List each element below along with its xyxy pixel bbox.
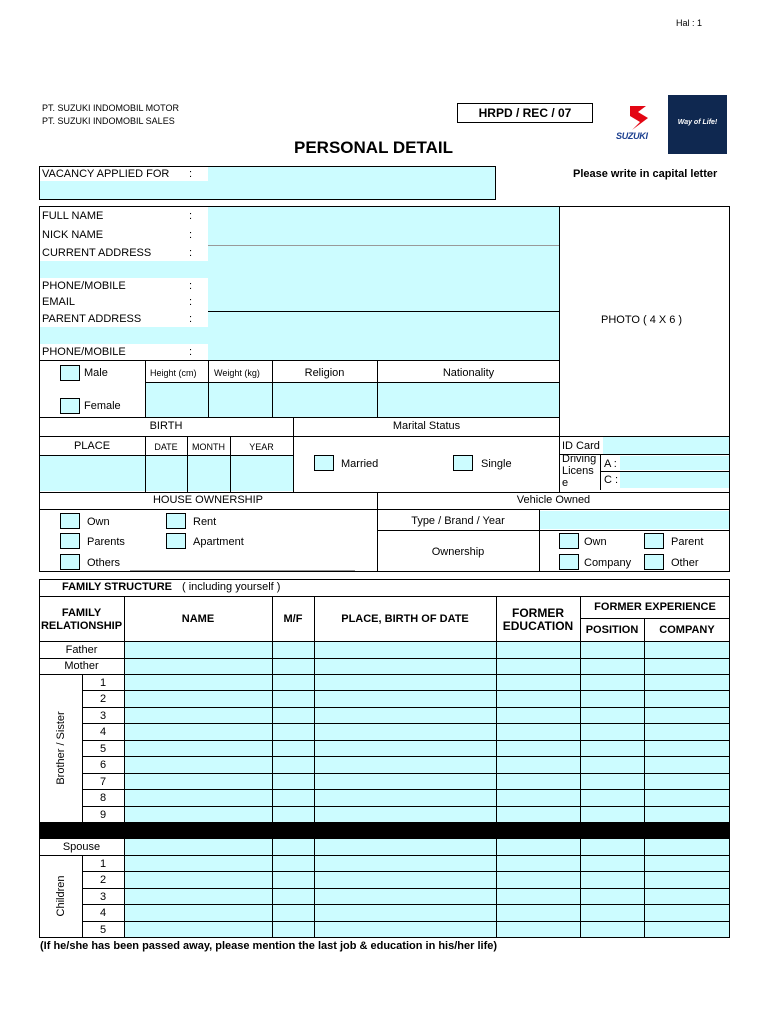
col-place-birth: PLACE, BIRTH OF DATE (341, 613, 469, 625)
sibling-number: 9 (99, 809, 107, 821)
child-number: 1 (99, 858, 107, 870)
vacancy-colon: : (189, 168, 193, 180)
line (39, 658, 730, 659)
spouse-label: Spouse (62, 841, 101, 853)
footnote: (If he/she has been passed away, please mention the last job & education in his/her life) (40, 940, 498, 952)
company-line-2: PT. SUZUKI INDOMOBIL SALES (42, 116, 175, 126)
birth-place-label: PLACE (73, 440, 111, 452)
phone-label-1: PHONE/MOBILE (42, 280, 126, 292)
child-number: 4 (99, 907, 107, 919)
married-label: Married (341, 458, 379, 470)
line (39, 417, 560, 418)
line (39, 492, 730, 493)
line (559, 436, 560, 492)
nick-name-label: NICK NAME (42, 229, 104, 241)
line (600, 454, 601, 490)
tagline: Way of Life! (677, 119, 718, 126)
vehicle-other-checkbox[interactable] (644, 554, 664, 570)
line (82, 707, 730, 708)
line (124, 596, 125, 938)
license-c-label: C : (604, 474, 619, 486)
birth-year-label: YEAR (249, 442, 274, 452)
company-line-1: PT. SUZUKI INDOMOBIL MOTOR (42, 103, 180, 113)
child-number: 3 (99, 891, 107, 903)
parent-address-input[interactable] (208, 311, 559, 360)
line (82, 921, 730, 922)
line (600, 471, 730, 472)
child-number: 5 (99, 924, 107, 936)
line (82, 723, 730, 724)
line (82, 888, 730, 889)
suzuki-wordmark: SUZUKI (616, 131, 648, 141)
nationality-label: Nationality (442, 367, 495, 379)
line (580, 618, 730, 619)
current-address-label: CURRENT ADDRESS (42, 247, 152, 259)
col-former-experience: FORMER EXPERIENCE (594, 601, 716, 613)
line (39, 596, 730, 597)
weight-label: Weight (kg) (214, 368, 260, 378)
line (377, 382, 378, 417)
line (82, 871, 730, 872)
full-name-input[interactable] (208, 207, 559, 245)
col-name: NAME (181, 613, 215, 625)
mother-label: Mother (64, 660, 99, 672)
religion-label: Religion (304, 367, 345, 379)
line (39, 641, 730, 642)
children-label: Children (55, 875, 67, 917)
vacancy-label: VACANCY APPLIED FOR (42, 168, 170, 180)
family-subtitle: ( including yourself ) (182, 581, 281, 593)
house-parents-checkbox[interactable] (60, 533, 80, 549)
line (82, 806, 730, 807)
line (644, 618, 645, 938)
form-code: HRPD / REC / 07 (478, 106, 572, 120)
vehicle-parent-label: Parent (671, 536, 704, 548)
line (39, 360, 560, 361)
line (82, 904, 730, 905)
vehicle-ownership-label: Ownership (431, 546, 485, 558)
line (580, 596, 581, 938)
line (82, 740, 730, 741)
house-label: HOUSE OWNERSHIP (152, 494, 263, 506)
birth-label: BIRTH (149, 420, 183, 432)
page-title: PERSONAL DETAIL (294, 138, 453, 157)
email-label: EMAIL (42, 296, 76, 308)
colon-7: : (189, 346, 193, 358)
line (82, 690, 730, 691)
colon-4: : (189, 280, 193, 292)
phone-label-2: PHONE/MOBILE (42, 346, 126, 358)
license-a-label: A : (604, 458, 617, 470)
line (208, 382, 209, 417)
capital-note: Please write in capital letter (573, 168, 718, 180)
sibling-number: 7 (99, 776, 107, 788)
colon-3: : (189, 247, 193, 259)
col-company: COMPANY (659, 624, 715, 636)
house-others-checkbox[interactable] (60, 554, 80, 570)
full-name-label: FULL NAME (42, 210, 104, 222)
male-label: Male (84, 367, 108, 379)
vehicle-type-label: Type / Brand / Year (411, 515, 505, 527)
married-checkbox[interactable] (314, 455, 334, 471)
vacancy-input-lower[interactable] (40, 181, 495, 199)
id-card-input[interactable] (603, 437, 729, 454)
line (39, 509, 730, 510)
col-former-education-2: EDUCATION (502, 619, 574, 633)
parent-address-label: PARENT ADDRESS (42, 313, 142, 325)
height-label: Height (cm) (150, 368, 197, 378)
driving-license-label-3: e (562, 477, 569, 489)
colon-2: : (189, 229, 193, 241)
photo-divider (559, 206, 560, 436)
family-inputs[interactable] (125, 642, 729, 822)
vehicle-company-label: Company (584, 557, 632, 569)
house-own-label: Own (87, 516, 110, 528)
marital-label: Marital Status (392, 420, 461, 432)
sibling-number: 6 (99, 759, 107, 771)
sibling-number: 2 (99, 693, 107, 705)
col-relationship-2: RELATIONSHIP (40, 620, 123, 632)
vehicle-own-label: Own (584, 536, 607, 548)
vehicle-parent-checkbox[interactable] (644, 533, 664, 549)
line (272, 596, 273, 938)
col-mf: M/F (283, 613, 303, 625)
house-apartment-checkbox[interactable] (166, 533, 186, 549)
single-label: Single (481, 458, 512, 470)
female-checkbox[interactable] (60, 398, 80, 414)
father-label: Father (65, 644, 98, 656)
line (208, 311, 559, 312)
birth-inputs[interactable] (40, 456, 293, 491)
house-others-label: Others (87, 557, 121, 569)
page-number: Hal : 1 (676, 18, 703, 28)
birth-month-label: MONTH (192, 442, 225, 452)
sibling-number: 5 (99, 743, 107, 755)
line (39, 455, 293, 456)
id-card-label: ID Card (562, 440, 600, 452)
col-relationship-1: FAMILY (61, 607, 102, 619)
line (82, 773, 730, 774)
siblings-label: Brother / Sister (55, 711, 67, 785)
colon-6: : (189, 313, 193, 325)
line (496, 596, 497, 938)
vacancy-input[interactable] (208, 167, 495, 182)
col-former-education-1: FORMER (512, 606, 564, 620)
family-title: FAMILY STRUCTURE (62, 581, 173, 593)
col-position: POSITION (585, 624, 639, 636)
driving-license-label-2: Licens (562, 465, 594, 477)
line (39, 674, 730, 675)
license-c-input[interactable] (620, 472, 729, 488)
way-of-life-badge (668, 95, 727, 154)
line (39, 855, 730, 856)
colon-1: : (189, 210, 193, 222)
line (377, 530, 730, 531)
birth-date-label: DATE (154, 442, 178, 452)
line (208, 245, 559, 246)
vehicle-label: Vehicle Owned (516, 494, 591, 506)
photo-label: PHOTO ( 4 X 6 ) (601, 314, 683, 326)
sibling-number: 8 (99, 792, 107, 804)
house-parents-label: Parents (87, 536, 125, 548)
vehicle-other-label: Other (671, 557, 699, 569)
line (539, 509, 540, 572)
current-address-input[interactable] (208, 245, 559, 311)
line (82, 789, 730, 790)
suzuki-logo (612, 100, 666, 150)
line (82, 756, 730, 757)
others-underline (130, 570, 355, 571)
sibling-number: 1 (99, 677, 107, 689)
separator-bar (39, 822, 730, 839)
colon-5: : (189, 296, 193, 308)
female-label: Female (84, 400, 121, 412)
vehicle-type-input[interactable] (540, 511, 729, 529)
driving-license-label-1: Driving (562, 453, 597, 465)
line (314, 596, 315, 938)
form-code-box (457, 103, 593, 123)
house-own-checkbox[interactable] (60, 513, 80, 529)
male-checkbox[interactable] (60, 365, 80, 381)
vehicle-own-checkbox[interactable] (559, 533, 579, 549)
house-rent-checkbox[interactable] (166, 513, 186, 529)
single-checkbox[interactable] (453, 455, 473, 471)
sibling-number: 3 (99, 710, 107, 722)
sibling-number: 4 (99, 726, 107, 738)
license-a-input[interactable] (620, 456, 729, 470)
line (272, 382, 273, 417)
house-rent-label: Rent (193, 516, 217, 528)
house-apartment-label: Apartment (193, 536, 244, 548)
child-number: 2 (99, 874, 107, 886)
vehicle-company-checkbox[interactable] (559, 554, 579, 570)
suzuki-s-icon (612, 100, 666, 150)
